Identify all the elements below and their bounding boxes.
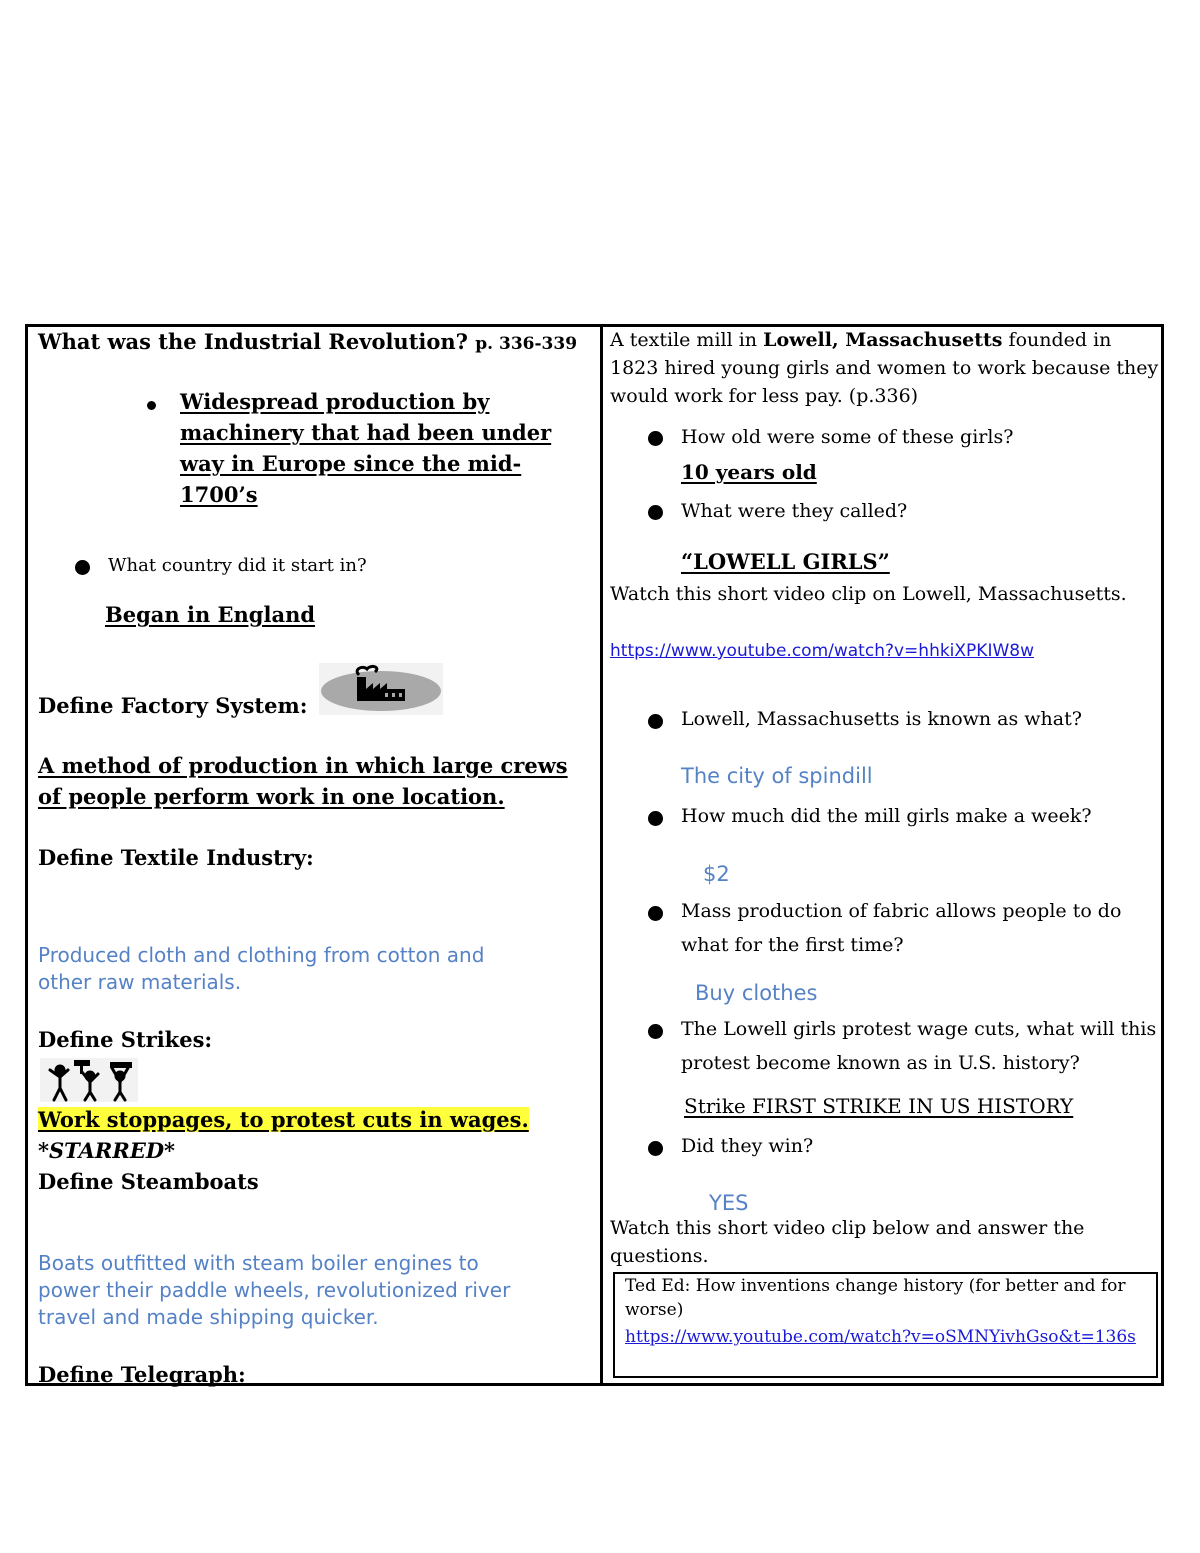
answer-steamboats-line1: Boats outfitted with steam boiler engines to bbox=[38, 1251, 479, 1275]
answer-textile-line1: Produced cloth and clothing from cotton and bbox=[38, 943, 485, 967]
answer-industrial-revolution-line4: 1700’s bbox=[180, 482, 258, 507]
ted-ed-title-line2: worse) bbox=[625, 1300, 684, 1320]
answer-steamboats-line2: power their paddle wheels, revolutionized river bbox=[38, 1278, 511, 1302]
worksheet-table bbox=[25, 324, 1164, 1386]
answer-did-they-win: YES bbox=[709, 1191, 749, 1215]
intro-line2: 1823 hired young girls and women to work because they bbox=[610, 357, 1159, 379]
ted-ed-title-line1: Ted Ed: How inventions change history (for better and for bbox=[625, 1276, 1126, 1296]
bullet-icon bbox=[648, 1141, 663, 1156]
page-reference: p. 336-339 bbox=[475, 334, 578, 354]
define-strikes: Define Strikes: bbox=[38, 1027, 213, 1052]
protesters-icon bbox=[40, 1058, 138, 1102]
watch-video-below-line2: questions. bbox=[610, 1245, 709, 1267]
bullet-icon bbox=[648, 1024, 663, 1039]
answer-mass-production: Buy clothes bbox=[695, 981, 818, 1005]
question-protest-line1: The Lowell girls protest wage cuts, what will this bbox=[681, 1018, 1157, 1040]
question-age: How old were some of these girls? bbox=[681, 426, 1014, 448]
answer-industrial-revolution-line1: Widespread production by bbox=[180, 389, 490, 414]
answer-industrial-revolution-line2: machinery that had been under bbox=[180, 420, 552, 445]
intro-line3: would work for less pay. (p.336) bbox=[610, 385, 919, 407]
answer-steamboats-line3: travel and made shipping quicker. bbox=[38, 1305, 379, 1329]
define-textile-industry: Define Textile Industry: bbox=[38, 845, 314, 870]
question-country: What country did it start in? bbox=[108, 555, 367, 576]
question-did-they-win: Did they win? bbox=[681, 1135, 814, 1157]
bullet-icon bbox=[648, 505, 663, 520]
answer-protest: Strike FIRST STRIKE IN US HISTORY bbox=[684, 1094, 1074, 1118]
define-steamboats: Define Steamboats bbox=[38, 1169, 259, 1194]
bullet-icon bbox=[75, 560, 90, 575]
answer-known-as: The city of spindill bbox=[681, 764, 873, 788]
bullet-icon bbox=[648, 811, 663, 826]
answer-weekly-pay: $2 bbox=[703, 862, 730, 886]
question-weekly-pay: How much did the mill girls make a week? bbox=[681, 805, 1092, 827]
question-protest-line2: protest become known as in U.S. history? bbox=[681, 1052, 1080, 1074]
answer-called: “LOWELL GIRLS” bbox=[681, 549, 890, 574]
intro-text: A textile mill in bbox=[610, 329, 764, 351]
question-mass-production-line1: Mass production of fabric allows people to do bbox=[681, 900, 1122, 922]
bullet-icon bbox=[648, 714, 663, 729]
answer-age: 10 years old bbox=[681, 460, 817, 484]
intro-location: Lowell, Massachusetts bbox=[763, 329, 1003, 351]
watch-video-lowell: Watch this short video clip on Lowell, Massachusetts. bbox=[610, 583, 1127, 605]
ted-ed-box bbox=[613, 1272, 1158, 1378]
factory-icon bbox=[319, 663, 443, 715]
question-known-as: Lowell, Massachusetts is known as what? bbox=[681, 708, 1082, 730]
answer-textile-line2: other raw materials. bbox=[38, 970, 242, 994]
question-title: What was the Industrial Revolution? bbox=[38, 329, 468, 354]
question-called: What were they called? bbox=[681, 500, 908, 522]
define-telegraph: Define Telegraph: bbox=[38, 1362, 246, 1387]
question-industrial-revolution bbox=[38, 329, 577, 354]
starred-label: *STARRED* bbox=[38, 1138, 176, 1163]
answer-factory-line1: A method of production in which large crews bbox=[38, 753, 568, 778]
bullet-icon bbox=[147, 401, 156, 410]
bullet-icon bbox=[648, 906, 663, 921]
intro-text: founded in bbox=[1002, 329, 1112, 351]
answer-factory-line2: of people perform work in one location. bbox=[38, 784, 505, 809]
question-mass-production-line2: what for the first time? bbox=[681, 934, 904, 956]
left-column bbox=[28, 327, 600, 1387]
bullet-icon bbox=[648, 431, 663, 446]
highlighted-answer: Work stoppages, to protest cuts in wages. bbox=[38, 1107, 529, 1132]
answer-country: Began in England bbox=[105, 602, 316, 627]
youtube-link-lowell[interactable]: https://www.youtube.com/watch?v=hhkiXPKIW8w bbox=[610, 641, 1034, 661]
intro-line1 bbox=[610, 329, 1111, 351]
youtube-link-ted-ed[interactable]: https://www.youtube.com/watch?v=oSMNYivhGso&t=136s bbox=[625, 1327, 1136, 1347]
answer-strikes bbox=[38, 1107, 529, 1132]
define-factory-system: Define Factory System: bbox=[38, 693, 308, 718]
answer-industrial-revolution-line3: way in Europe since the mid- bbox=[180, 451, 522, 476]
right-column bbox=[603, 327, 1164, 1383]
watch-video-below-line1: Watch this short video clip below and answer the bbox=[610, 1217, 1085, 1239]
